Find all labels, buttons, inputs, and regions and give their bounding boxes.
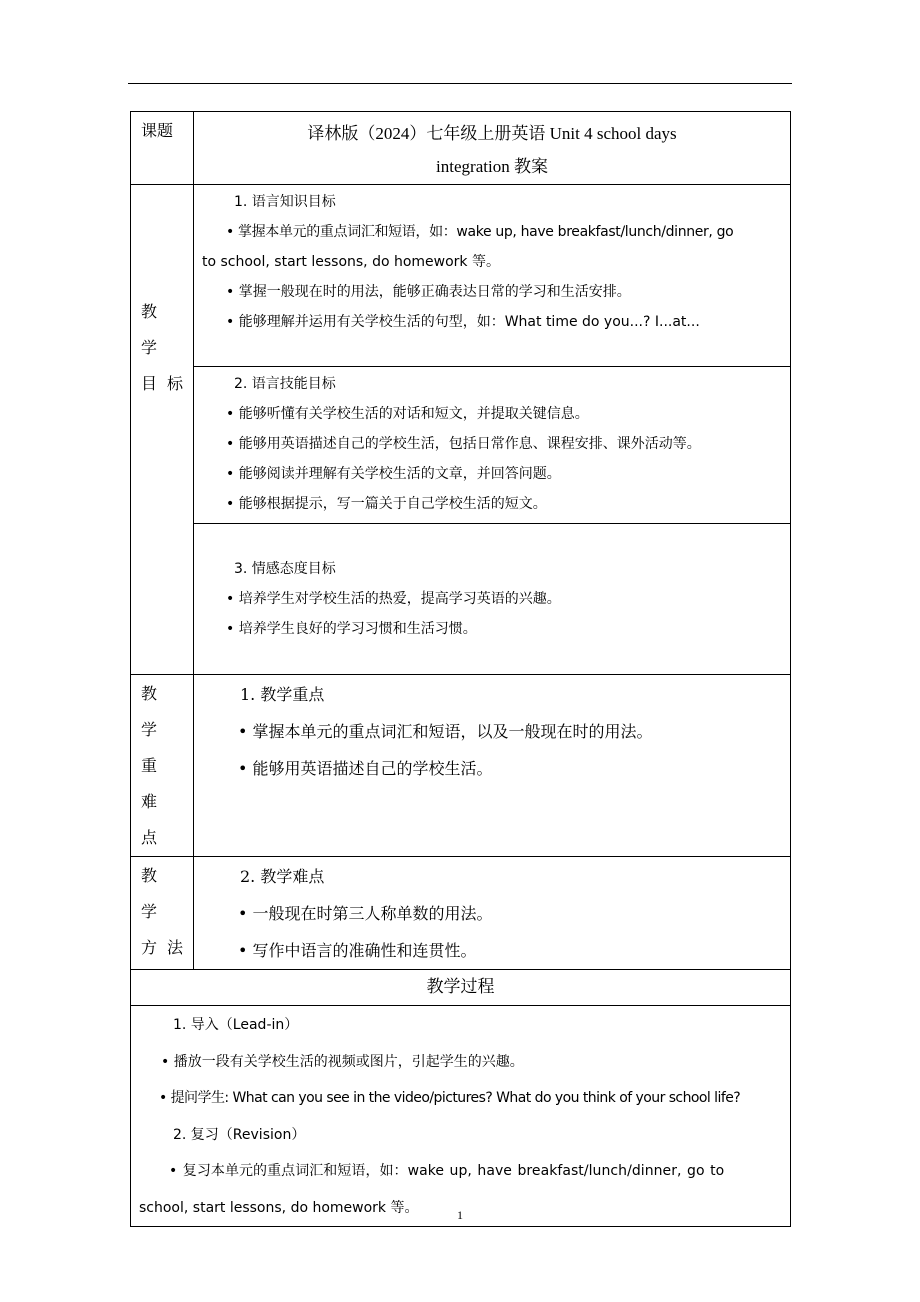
process-heading-row bbox=[131, 970, 791, 1006]
process-heading: 教学过程 bbox=[131, 970, 791, 1006]
objectives-knowledge-row bbox=[131, 185, 791, 367]
skills-objectives-cell bbox=[194, 367, 791, 524]
method-row bbox=[131, 857, 791, 970]
title-cell bbox=[194, 112, 791, 185]
title-label: 课题 bbox=[141, 121, 174, 140]
knowledge-bullet-1-line-2: to school, start lessons, do homework 等。 bbox=[202, 254, 500, 270]
objectives-skills-row bbox=[131, 367, 791, 524]
attitude-bullet-2: • 培养学生良好的学习习惯和生活习惯。 bbox=[226, 621, 477, 637]
key-points-cell bbox=[194, 675, 791, 857]
attitude-bullet-1: • 培养学生对学校生活的热爱，提高学习英语的兴趣。 bbox=[226, 591, 561, 607]
difficulty-cell bbox=[194, 857, 791, 970]
difficulty-bullet-2: • 写作中语言的准确性和连贯性。 bbox=[238, 941, 477, 960]
key-points-row bbox=[131, 675, 791, 857]
process-step-2-bullet-1-line-1: • 复习本单元的重点词汇和短语，如：wake up, have breakfast/lunch/dinner, go to bbox=[169, 1163, 725, 1179]
title-label-cell bbox=[131, 112, 194, 185]
process-step-1-bullet-2: • 提问学生: What can you see in the video/pictures? What do you think of your school life? bbox=[159, 1090, 741, 1106]
process-step-2-bullet-1-line-2: school, start lessons, do homework 等。 bbox=[139, 1199, 419, 1216]
method-label-cell bbox=[131, 857, 194, 970]
process-content-cell bbox=[131, 1006, 791, 1227]
knowledge-bullet-2: • 掌握一般现在时的用法，能够正确表达日常的学习和生活安排。 bbox=[226, 284, 631, 300]
attitude-objectives-cell bbox=[194, 524, 791, 675]
key-label-line-2: 重 难 bbox=[141, 756, 168, 811]
objectives-attitude-row bbox=[131, 524, 791, 675]
objectives-label-line-2: 目标 bbox=[141, 374, 194, 393]
knowledge-objectives-cell bbox=[194, 185, 791, 367]
key-label-line-1: 教 学 bbox=[141, 684, 168, 739]
objectives-label-cell bbox=[131, 185, 194, 675]
skills-bullet-1: • 能够听懂有关学校生活的对话和短文，并提取关键信息。 bbox=[226, 406, 589, 422]
attitude-heading: 3. 情感态度目标 bbox=[234, 561, 336, 577]
knowledge-bullet-1-line-1: • 掌握本单元的重点词汇和短语，如：wake up, have breakfast/lunch/dinner, go bbox=[226, 224, 734, 240]
skills-bullet-3: • 能够阅读并理解有关学校生活的文章，并回答问题。 bbox=[226, 466, 561, 482]
knowledge-bullet-3: • 能够理解并运用有关学校生活的句型，如：What time do you...? I...at... bbox=[226, 314, 700, 330]
process-step-2: 2. 复习（Revision） bbox=[173, 1126, 306, 1143]
skills-heading: 2. 语言技能目标 bbox=[234, 376, 336, 392]
title-row bbox=[131, 112, 791, 185]
objectives-label-line-1: 教 学 bbox=[141, 302, 168, 357]
process-step-1-bullet-1: • 播放一段有关学校生活的视频或图片，引起学生的兴趣。 bbox=[161, 1053, 524, 1070]
header-rule bbox=[128, 83, 792, 84]
difficulty-heading: 2. 教学难点 bbox=[240, 867, 325, 886]
skills-bullet-4: • 能够根据提示，写一篇关于自己学校生活的短文。 bbox=[226, 496, 547, 512]
difficulty-bullet-1: • 一般现在时第三人称单数的用法。 bbox=[238, 904, 493, 923]
title-line-1: 译林版（2024）七年级上册英语 Unit 4 school days bbox=[307, 124, 677, 143]
key-label-line-3: 点 bbox=[141, 828, 168, 847]
process-content-row bbox=[131, 1006, 791, 1227]
knowledge-heading: 1. 语言知识目标 bbox=[234, 194, 336, 210]
skills-bullet-2: • 能够用英语描述自己的学校生活，包括日常作息、课程安排、课外活动等。 bbox=[226, 436, 701, 452]
method-label-line-1: 教 学 bbox=[141, 866, 168, 921]
key-heading: 1. 教学重点 bbox=[240, 685, 325, 704]
lesson-plan-table bbox=[130, 111, 791, 1227]
title-line-2: integration 教案 bbox=[436, 157, 548, 176]
key-bullet-2: • 能够用英语描述自己的学校生活。 bbox=[238, 759, 493, 778]
key-bullet-1: • 掌握本单元的重点词汇和短语，以及一般现在时的用法。 bbox=[238, 722, 653, 741]
key-label-cell bbox=[131, 675, 194, 857]
method-label-line-2: 方法 bbox=[141, 938, 194, 957]
process-step-1: 1. 导入（Lead-in） bbox=[173, 1017, 299, 1033]
page-number: 1 bbox=[457, 1208, 463, 1222]
